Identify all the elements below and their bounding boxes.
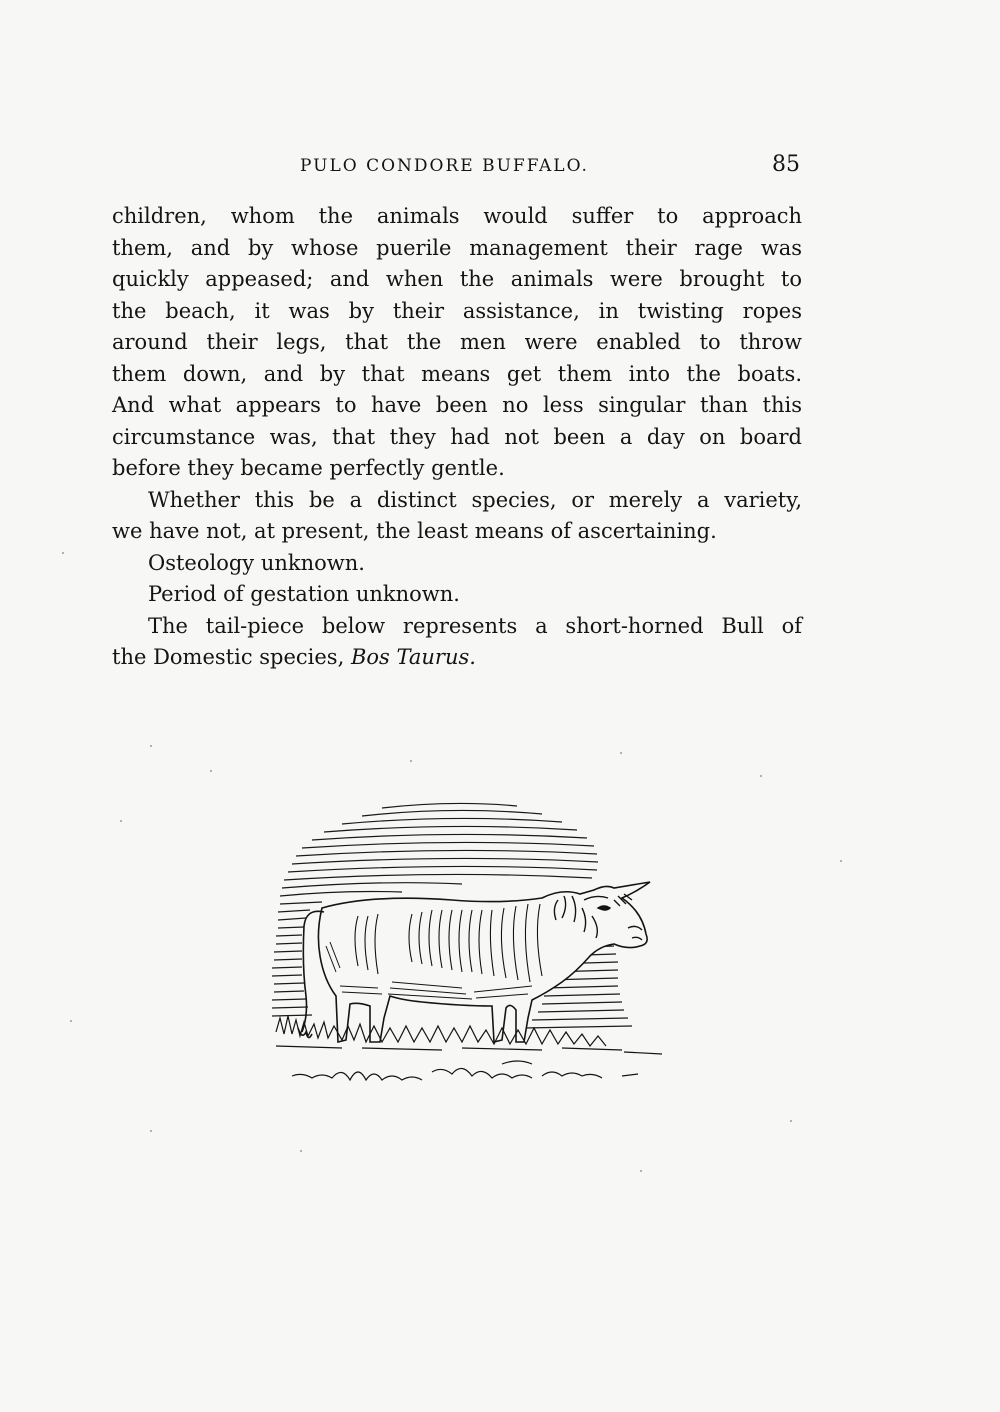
paper-speck [620, 752, 622, 754]
species-name: Bos Taurus. [350, 645, 476, 669]
paper-speck [840, 860, 842, 862]
text-fragment: the Domestic species, [112, 645, 345, 669]
text-line: them down, and by that means get them into the boats. [112, 361, 802, 386]
paper-speck [410, 760, 412, 762]
text-line: The tail-piece below represents a short-horned Bull of [148, 613, 802, 638]
text-line: Period of gestation unknown. [148, 582, 460, 606]
text-line: circumstance was, that they had not been a day on board [112, 424, 802, 449]
paper-speck [150, 745, 152, 747]
text-line-final [112, 642, 802, 674]
paper-speck [210, 770, 212, 772]
text-line: them, and by whose puerile management their rage was [112, 235, 802, 260]
text-line: Osteology unknown. [148, 550, 365, 575]
ground-grass [276, 1016, 662, 1080]
text-line: around their legs, that the men were enabled to throw [112, 330, 802, 354]
paper-speck [640, 1170, 642, 1172]
paper-speck [62, 552, 64, 554]
paper-speck [150, 1130, 152, 1132]
running-head [112, 152, 802, 182]
text-line: children, whom the animals would suffer to approach [112, 204, 802, 228]
text-line: Whether this be a distinct species, or merely a variety, [148, 487, 802, 512]
text-line: before they became perfectly gentle. [112, 456, 505, 480]
paper-speck [760, 775, 762, 777]
text-line: we have not, at present, the least means of ascertaining. [112, 519, 717, 543]
bull-engraving [262, 796, 670, 1088]
body-text [112, 201, 802, 674]
running-title: PULO CONDORE BUFFALO. [300, 156, 589, 176]
paper-speck [790, 1120, 792, 1122]
text-line: the beach, it was by their assistance, in twisting ropes [112, 298, 802, 323]
paper-speck [300, 1150, 302, 1152]
text-line: quickly appeased; and when the animals were brought to [112, 267, 802, 291]
paper-speck [70, 1020, 72, 1022]
page-number: 85 [772, 152, 800, 177]
paper-speck [120, 820, 122, 822]
text-line: And what appears to have been no less singular than this [112, 393, 802, 417]
